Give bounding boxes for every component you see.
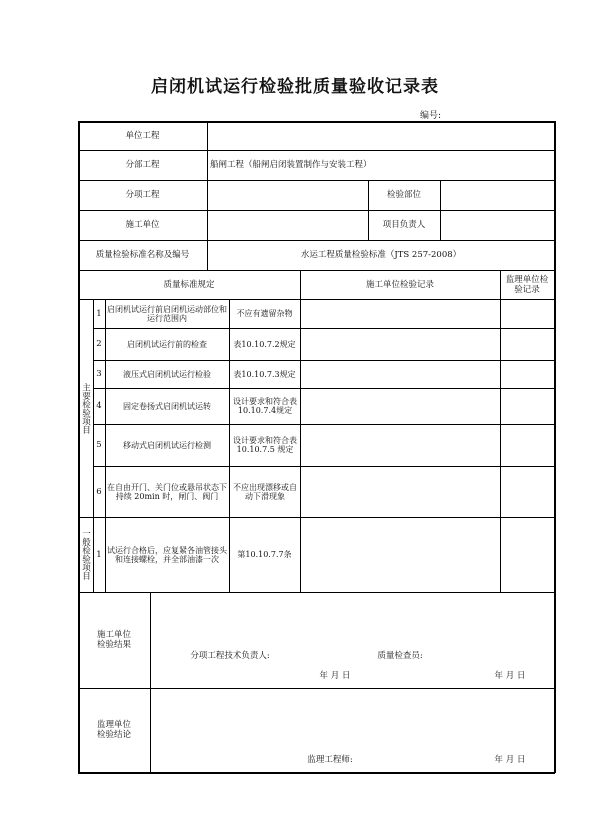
- col-divider: [500, 270, 501, 592]
- construction-result-label: [78, 592, 150, 688]
- item-requirement: 表10.10.7.3规定: [233, 369, 296, 379]
- col-divider: [300, 270, 301, 592]
- row-number: 4: [96, 401, 102, 411]
- item-requirement: 不应有遗留杂物: [236, 309, 293, 318]
- unit-project-value[interactable]: [208, 121, 554, 150]
- unit-project-label: 单位工程: [125, 130, 160, 141]
- project-manager-label: 项目负责人: [382, 220, 426, 230]
- item-description: 移动式启闭机试运行检测: [123, 440, 211, 450]
- supervision-engineer-label: 监理工程师:: [307, 755, 353, 765]
- col-divider: [150, 592, 151, 772]
- item-requirement: 设计要求和符合表10.10.7.5 规定: [233, 436, 297, 454]
- main-items-label: 主要检验项目: [80, 382, 91, 434]
- project-manager-value[interactable]: [441, 210, 554, 240]
- standard-label: 质量检验标准名称及编号: [95, 250, 190, 260]
- division-project-label: 分部工程: [125, 160, 160, 170]
- item-requirement: 第10.10.7.7条: [237, 550, 292, 559]
- inspection-part-label: 检验部位: [386, 190, 421, 200]
- construction-date-1: 年 月 日: [319, 671, 351, 681]
- row-number: 1: [96, 308, 102, 319]
- supervision-record-header: 监理单位检验记录: [505, 275, 549, 295]
- page-title: 启闭机试运行检验批质量验收记录表: [151, 77, 439, 97]
- supervision-conclusion-label: [78, 688, 150, 772]
- table-border-bottom: [78, 772, 555, 774]
- subitem-project-label: 分项工程: [125, 190, 160, 200]
- item-description: 液压式启闭机试运行检验: [123, 369, 211, 379]
- quality-standard-header: 质量标准规定: [163, 279, 215, 290]
- tech-person-label: 分项工程技术负责人:: [190, 651, 270, 661]
- construction-result-text: 施工单位检验结果: [96, 630, 131, 650]
- item-description: 试运行合格后，应复紧各油管接头和连接螺栓，并全部油漆一次: [107, 545, 227, 564]
- item-requirement: 表10.10.7.2规定: [233, 339, 296, 349]
- inspection-part-value[interactable]: [441, 180, 554, 210]
- row-number: 2: [96, 339, 102, 349]
- division-project-value: 船闸工程（船闸启闭装置制作与安装工程）: [210, 160, 372, 170]
- qc-person-label: 质量检查员:: [377, 651, 423, 661]
- row-number: 6: [96, 486, 102, 497]
- row-number: 3: [96, 369, 102, 379]
- item-requirement: 设计要求和符合表10.10.7.4规定: [233, 397, 297, 415]
- row-number: 1: [96, 549, 102, 560]
- item-description: 启闭机试运行前的检查: [127, 339, 207, 349]
- item-requirement: 不应出现漂移或自动下滑现象: [233, 482, 297, 501]
- doc-number-label: 编号:: [420, 111, 442, 121]
- item-description: 启闭机试运行前启闭机运动部位和运行范围内: [107, 304, 227, 323]
- construction-record-header: 施工单位检验记录: [365, 279, 434, 290]
- supervision-conclusion-text: 监理单位检验结论: [96, 720, 131, 740]
- construction-unit-value[interactable]: [208, 210, 368, 240]
- construction-unit-label: 施工单位: [125, 220, 160, 230]
- standard-value: 水运工程质量检验标准（JTS 257-2008）: [300, 250, 462, 260]
- table-border-right: [554, 121, 556, 773]
- supervision-date: 年 月 日: [494, 755, 526, 765]
- subitem-project-value[interactable]: [208, 180, 368, 210]
- item-description: 在自由开门、关门位或悬吊状态下持续 20min 时，闸门、阀门: [107, 482, 227, 501]
- general-items-label: 一般检验项目: [80, 529, 91, 580]
- construction-date-2: 年 月 日: [494, 671, 526, 681]
- item-description: 固定卷扬式启闭机试运转: [123, 401, 211, 411]
- row-number: 5: [96, 440, 102, 450]
